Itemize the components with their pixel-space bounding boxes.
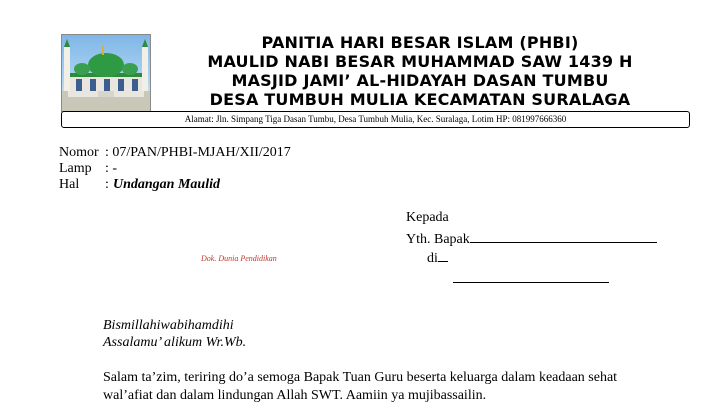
header-line-4: DESA TUMBUH MULIA KECAMATAN SURALAGA	[209, 90, 631, 109]
lamp-row	[59, 161, 117, 177]
mosque-logo-image	[61, 34, 151, 112]
greeting-salam: Assalamu’ alikum Wr.Wb.	[103, 335, 247, 350]
hal-colon: :	[105, 177, 109, 192]
hal-value: Undangan Maulid	[113, 177, 220, 192]
kepada-label: Kepada	[406, 210, 449, 225]
di-label: di	[427, 251, 438, 266]
hal-label: Hal	[59, 177, 80, 192]
nomor-label: Nomor	[59, 145, 99, 160]
yth-label: Yth. Bapak	[406, 232, 470, 247]
nomor-value: : 07/PAN/PHBI-MJAH/XII/2017	[105, 145, 291, 160]
di-line	[438, 249, 448, 262]
watermark-text: Dok. Dunia Pendidikan	[201, 254, 277, 263]
yth-row	[406, 230, 657, 248]
header-line-3: MASJID JAMI’ AL-HIDAYAH DASAN TUMBU	[231, 71, 609, 90]
lamp-value: : -	[105, 161, 118, 176]
paragraph-line-2: wal’afiat dan dalam lindungan Allah SWT. Aamiin ya mujibassailin.	[103, 388, 487, 403]
address-text: Alamat: Jln. Simpang Tiga Dasan Tumbu, Desa Tumbuh Mulia, Kec. Suralaga, Lotim HP: 081997666360	[184, 114, 567, 124]
nomor-row	[59, 145, 291, 161]
di-row	[427, 249, 448, 267]
address-line	[453, 282, 609, 283]
paragraph-line-1: Salam ta’zim, teriring do’a semoga Bapak Tuan Guru beserta keluarga dalam keadaan sehat	[103, 370, 618, 385]
yth-name-line	[470, 230, 657, 243]
lamp-label: Lamp	[59, 161, 92, 176]
hal-row	[59, 177, 220, 193]
header-line-1: PANITIA HARI BESAR ISLAM (PHBI)	[261, 33, 579, 52]
address-box	[61, 111, 690, 128]
greeting-basmalah: Bismillahiwabihamdihi	[103, 318, 234, 333]
header-line-2: MAULID NABI BESAR MUHAMMAD SAW 1439 H	[207, 52, 633, 71]
